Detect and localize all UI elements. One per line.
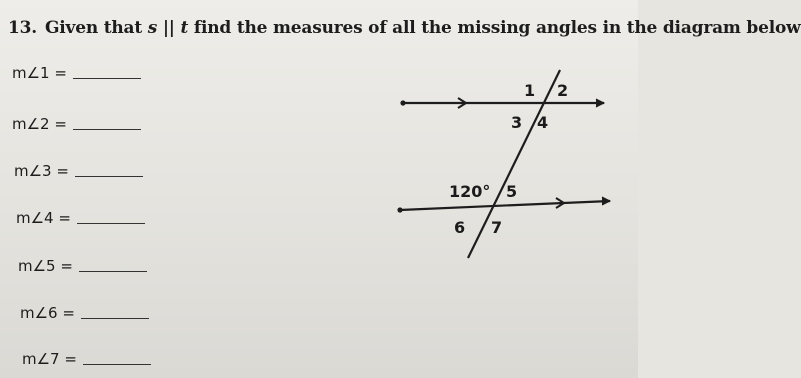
transversal-line: [468, 70, 560, 258]
angle-5-label: 5: [506, 182, 518, 201]
line-t-variable: t: [180, 18, 189, 38]
angle-2-label: 2: [557, 81, 569, 100]
answer-label: m∠5 =: [18, 257, 73, 275]
angle-3-label: 3: [511, 113, 523, 132]
line-t-endpoint: [397, 207, 402, 212]
angle-7-label: 7: [491, 218, 503, 237]
line-s-variable: s: [147, 18, 158, 38]
given-angle-label: 120°: [449, 182, 491, 201]
question-number: 13.: [8, 18, 37, 38]
question-text-before: Given that: [44, 18, 148, 38]
answer-label: m∠6 =: [20, 304, 75, 322]
line-t-arrowhead: [602, 197, 610, 205]
answer-label: m∠1 =: [12, 64, 67, 82]
angle-4-label: 4: [537, 113, 549, 132]
answer-label: m∠2 =: [12, 115, 67, 133]
question-text-after: find the measures of all the missing angles in the diagram below: [188, 18, 801, 38]
answer-label: m∠3 =: [14, 162, 69, 180]
line-t: [400, 201, 610, 210]
angle-6-label: 6: [454, 218, 466, 237]
parallel-symbol: ||: [162, 18, 175, 38]
angle-1-label: 1: [524, 81, 536, 100]
line-s-endpoint: [400, 100, 405, 105]
line-s-arrowhead: [596, 99, 604, 107]
answer-label: m∠4 =: [16, 209, 71, 227]
answer-label: m∠7 =: [22, 350, 77, 368]
